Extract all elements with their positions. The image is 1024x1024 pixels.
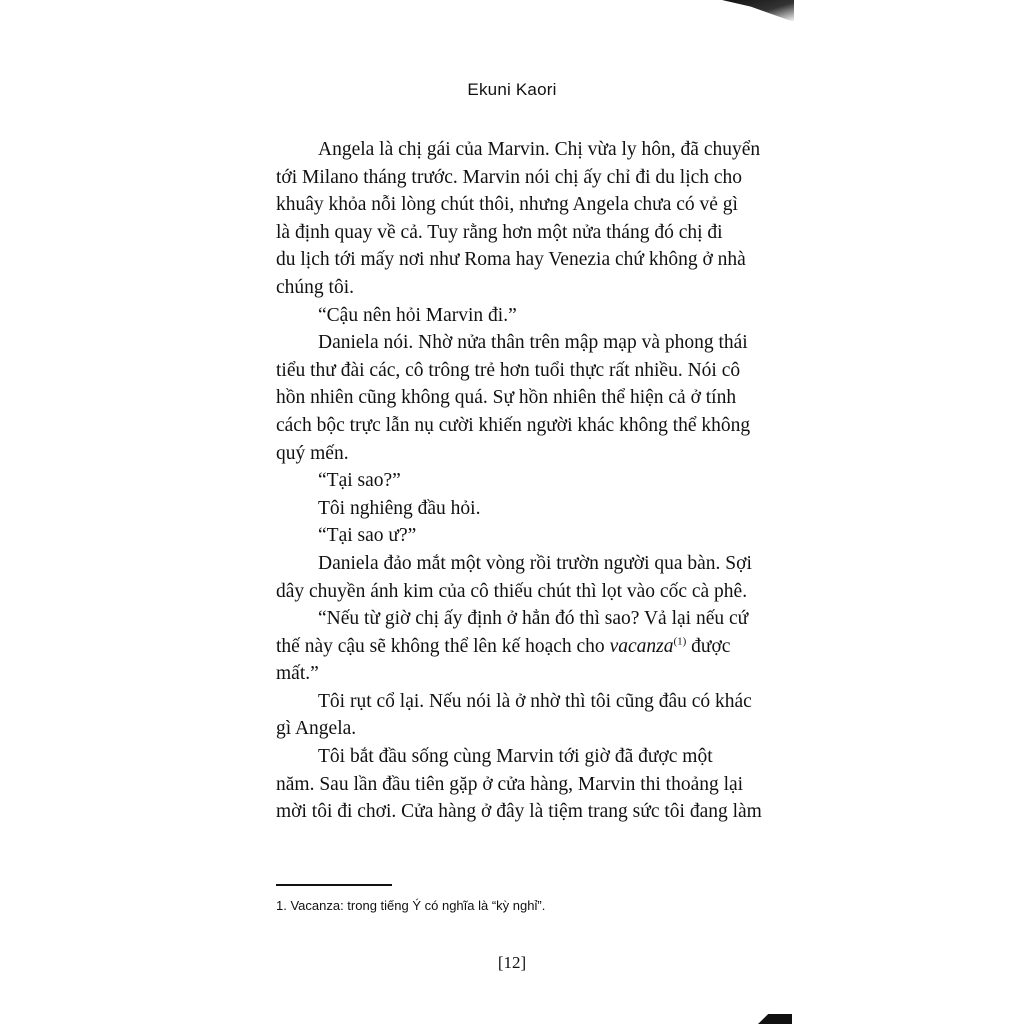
text-line: Angela là chị gái của Marvin. Chị vừa ly hôn, đã chuyển [318,139,761,160]
text-line: gì Angela. [276,718,357,740]
footnote-divider [276,884,392,886]
text-line: là định quay về cả. Tuy rằng hơn một nửa tháng đó chị đi [276,221,723,243]
text-line: du lịch tới mấy nơi như Roma hay Venezia chứ không ở nhà [276,249,746,271]
body-text [276,136,762,826]
text-line: Daniela nói. Nhờ nửa thân trên mập mạp và phong thái [318,332,748,354]
text-line: mời tôi đi chơi. Cửa hàng ở đây là tiệm trang sức tôi đang làm [276,801,762,823]
footnote-marker: (1) [673,635,687,648]
text-line: Tôi nghiêng đầu hỏi. [318,497,481,519]
page-corner-shadow-bottom [758,1014,792,1024]
text-line: cách bộc trực lẫn nụ cười khiến người khác không thể không [276,414,751,436]
text-line: “Cậu nên hỏi Marvin đi.” [318,304,517,326]
italic-word-vacanza: vacanza [609,635,674,657]
text-line: dây chuyền ánh kim của cô thiếu chút thì lọt vào cốc cà phê. [276,580,748,602]
text-line: hồn nhiên cũng không quá. Sự hồn nhiên thể hiện cả ở tính [276,387,737,409]
text-line: “Tại sao?” [318,470,401,492]
text-fragment: thế này cậu sẽ không thể lên kế hoạch cho [276,635,605,657]
text-line: mất.” [276,663,319,685]
text-line: năm. Sau lần đầu tiên gặp ở cửa hàng, Marvin thi thoảng lại [276,773,744,795]
text-line: “Nếu từ giờ chị ấy định ở hẳn đó thì sao? Vả lại nếu cứ [318,608,749,630]
page-number: [12] [497,953,527,972]
text-line: quý mến. [276,442,349,464]
text-line: khuây khỏa nỗi lòng chút thôi, nhưng Angela chưa có vẻ gì [276,194,738,216]
text-line: Daniela đảo mắt một vòng rồi trườn người qua bàn. Sợi [318,552,752,574]
footnote: 1. Vacanza: trong tiếng Ý có nghĩa là “kỳ nghỉ”. [276,898,546,913]
text-line: chúng tôi. [276,276,354,298]
text-line: tới Milano tháng trước. Marvin nói chị ấy chỉ đi du lịch cho [276,166,743,188]
text-line: tiểu thư đài các, cô trông trẻ hơn tuổi thực rất nhiều. Nói cô [276,359,741,381]
page-corner-shadow [722,0,794,22]
running-header-author: Ekuni Kaori [467,80,557,99]
text-line: “Tại sao ư?” [318,525,417,547]
text-line: Tôi bắt đầu sống cùng Marvin tới giờ đã được một [318,746,713,768]
text-line-with-footnote [276,633,756,661]
text-line: Tôi rụt cổ lại. Nếu nói là ở nhờ thì tôi cũng đâu có khác [318,690,752,712]
text-fragment: được [686,635,731,657]
